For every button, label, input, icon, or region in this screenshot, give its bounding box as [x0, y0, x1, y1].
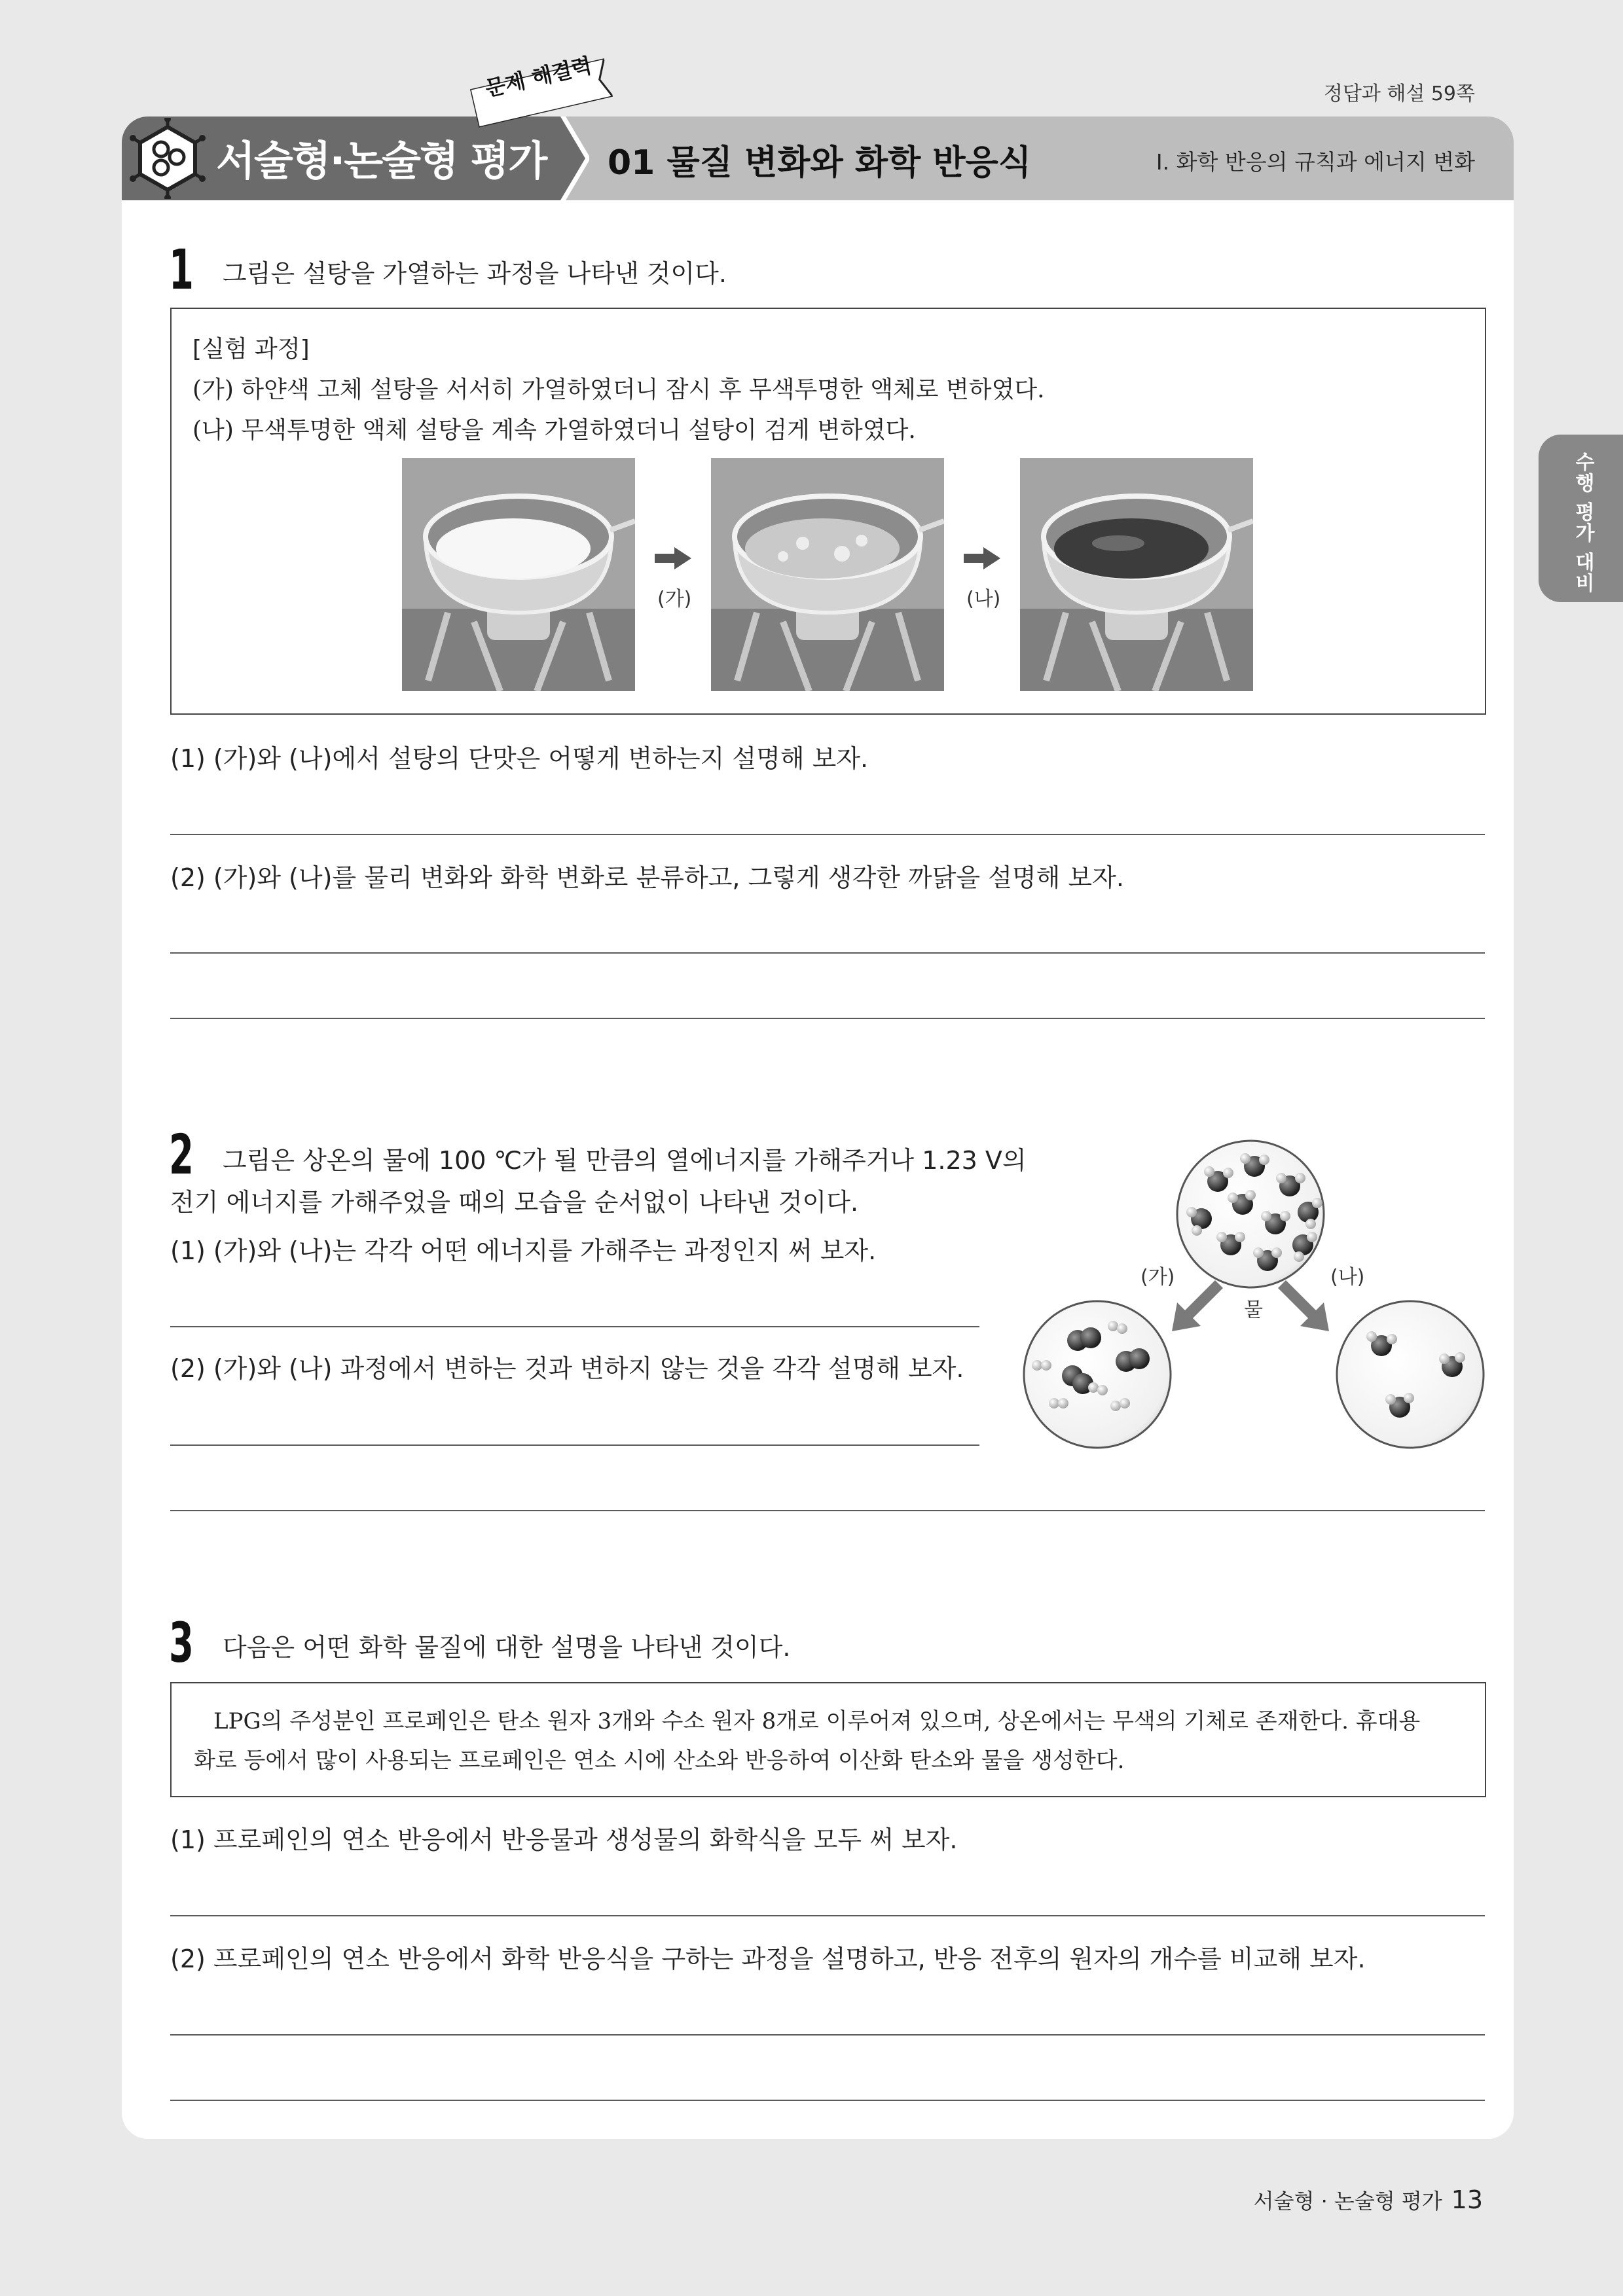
- sub-question-1: (1) (가)와 (나)에서 설탕의 단맛은 어떻게 변하는지 설명해 보자.: [170, 744, 869, 773]
- question-number: 3: [169, 1611, 194, 1675]
- chapter-label: Ⅰ. 화학 반응의 규칙과 에너지 변화: [1156, 149, 1475, 175]
- answer-line[interactable]: [170, 1018, 1485, 1019]
- experiment-box-title: [실험 과정]: [192, 336, 310, 363]
- question-number: 1: [169, 238, 194, 302]
- arrow-right-icon: [964, 547, 1000, 569]
- footer-label: 서술형 · 논술형 평가: [1253, 2189, 1442, 2214]
- diagram-label-ga: (가): [1140, 1266, 1175, 1289]
- answer-line[interactable]: [170, 2100, 1485, 2101]
- description-line1: LPG의 주성분인 프로페인은 탄소 원자 3개와 수소 원자 8개로 이루어져 있으며, 상온에서는 무색의 기체로 존재한다. 휴대용: [213, 1708, 1421, 1734]
- page-number: 13: [1451, 2185, 1483, 2214]
- sub-question-1: (1) (가)와 (나)는 각각 어떤 에너지를 가해주는 과정인지 써 보자.: [170, 1236, 877, 1265]
- arrow-label-ga: (가): [657, 588, 692, 611]
- sub-question-2: (2) 프로페인의 연소 반응에서 화학 반응식을 구하는 과정을 설명하고, 반응 전후의 원자의 개수를 비교해 보자.: [170, 1945, 1366, 1973]
- arrow-right-down-icon: [1278, 1280, 1329, 1331]
- question-text-line1: 그림은 상온의 물에 100 ℃가 될 만큼의 열에너지를 가해주거나 1.23 V의: [223, 1146, 1027, 1175]
- molecule-diagram: [1015, 1132, 1486, 1453]
- photo-blackened-sugar: [1020, 458, 1253, 691]
- photo-melted-sugar: [711, 458, 944, 691]
- sub-question-2: (2) (가)와 (나) 과정에서 변하는 것과 변하지 않는 것을 각각 설명해 보자.: [170, 1354, 964, 1383]
- answer-line[interactable]: [170, 952, 1485, 954]
- hexagon-molecule-icon: [128, 118, 207, 199]
- arrow-label-na: (나): [966, 588, 1001, 611]
- question-number: 2: [169, 1122, 194, 1187]
- description-line2: 화로 등에서 많이 사용되는 프로페인은 연소 시에 산소와 반응하여 이산화 탄소와 물을 생성한다.: [194, 1748, 1125, 1774]
- arrow-right-icon: [655, 547, 691, 569]
- section-title: 서술형·논술형 평가: [216, 137, 547, 185]
- answer-line[interactable]: [170, 1444, 979, 1446]
- answer-line[interactable]: [170, 834, 1485, 835]
- question-text: 그림은 설탕을 가열하는 과정을 나타낸 것이다.: [223, 259, 727, 288]
- side-tab-label: 수행 평가 대비: [1571, 452, 1594, 594]
- photo-white-sugar: [402, 458, 635, 691]
- question-text-line2: 전기 에너지를 가해주었을 때의 모습을 순서없이 나타낸 것이다.: [170, 1188, 859, 1217]
- sub-question-1: (1) 프로페인의 연소 반응에서 반응물과 생성물의 화학식을 모두 써 보자.: [170, 1825, 958, 1854]
- description-box: [170, 1682, 1486, 1797]
- unit-name: 물질 변화와 화학 반응식: [666, 143, 1032, 183]
- answer-line[interactable]: [170, 1326, 979, 1327]
- diagram-label-na: (나): [1330, 1266, 1365, 1289]
- answer-line[interactable]: [170, 1510, 1485, 1511]
- arrow-left-down-icon: [1172, 1280, 1223, 1331]
- experiment-step-na: (나) 무색투명한 액체 설탕을 계속 가열하였더니 설탕이 검게 변하였다.: [192, 417, 916, 444]
- unit-title: [608, 135, 1031, 184]
- answer-line[interactable]: [170, 1915, 1485, 1916]
- answer-line[interactable]: [170, 2034, 1485, 2036]
- diagram-label-water: 물: [1244, 1299, 1263, 1321]
- answer-reference: 정답과 해설 59쪽: [1323, 82, 1475, 105]
- sub-question-2: (2) (가)와 (나)를 물리 변화와 화학 변화로 분류하고, 그렇게 생각한 까닭을 설명해 보자.: [170, 863, 1124, 892]
- question-text: 다음은 어떤 화학 물질에 대한 설명을 나타낸 것이다.: [223, 1633, 791, 1662]
- unit-number: 01: [608, 143, 655, 183]
- section-tag: 문제 해결력: [483, 52, 594, 101]
- experiment-step-ga: (가) 하얀색 고체 설탕을 서서히 가열하였더니 잠시 후 무색투명한 액체로 변하였다.: [192, 376, 1045, 403]
- page-footer: [1254, 2185, 1483, 2215]
